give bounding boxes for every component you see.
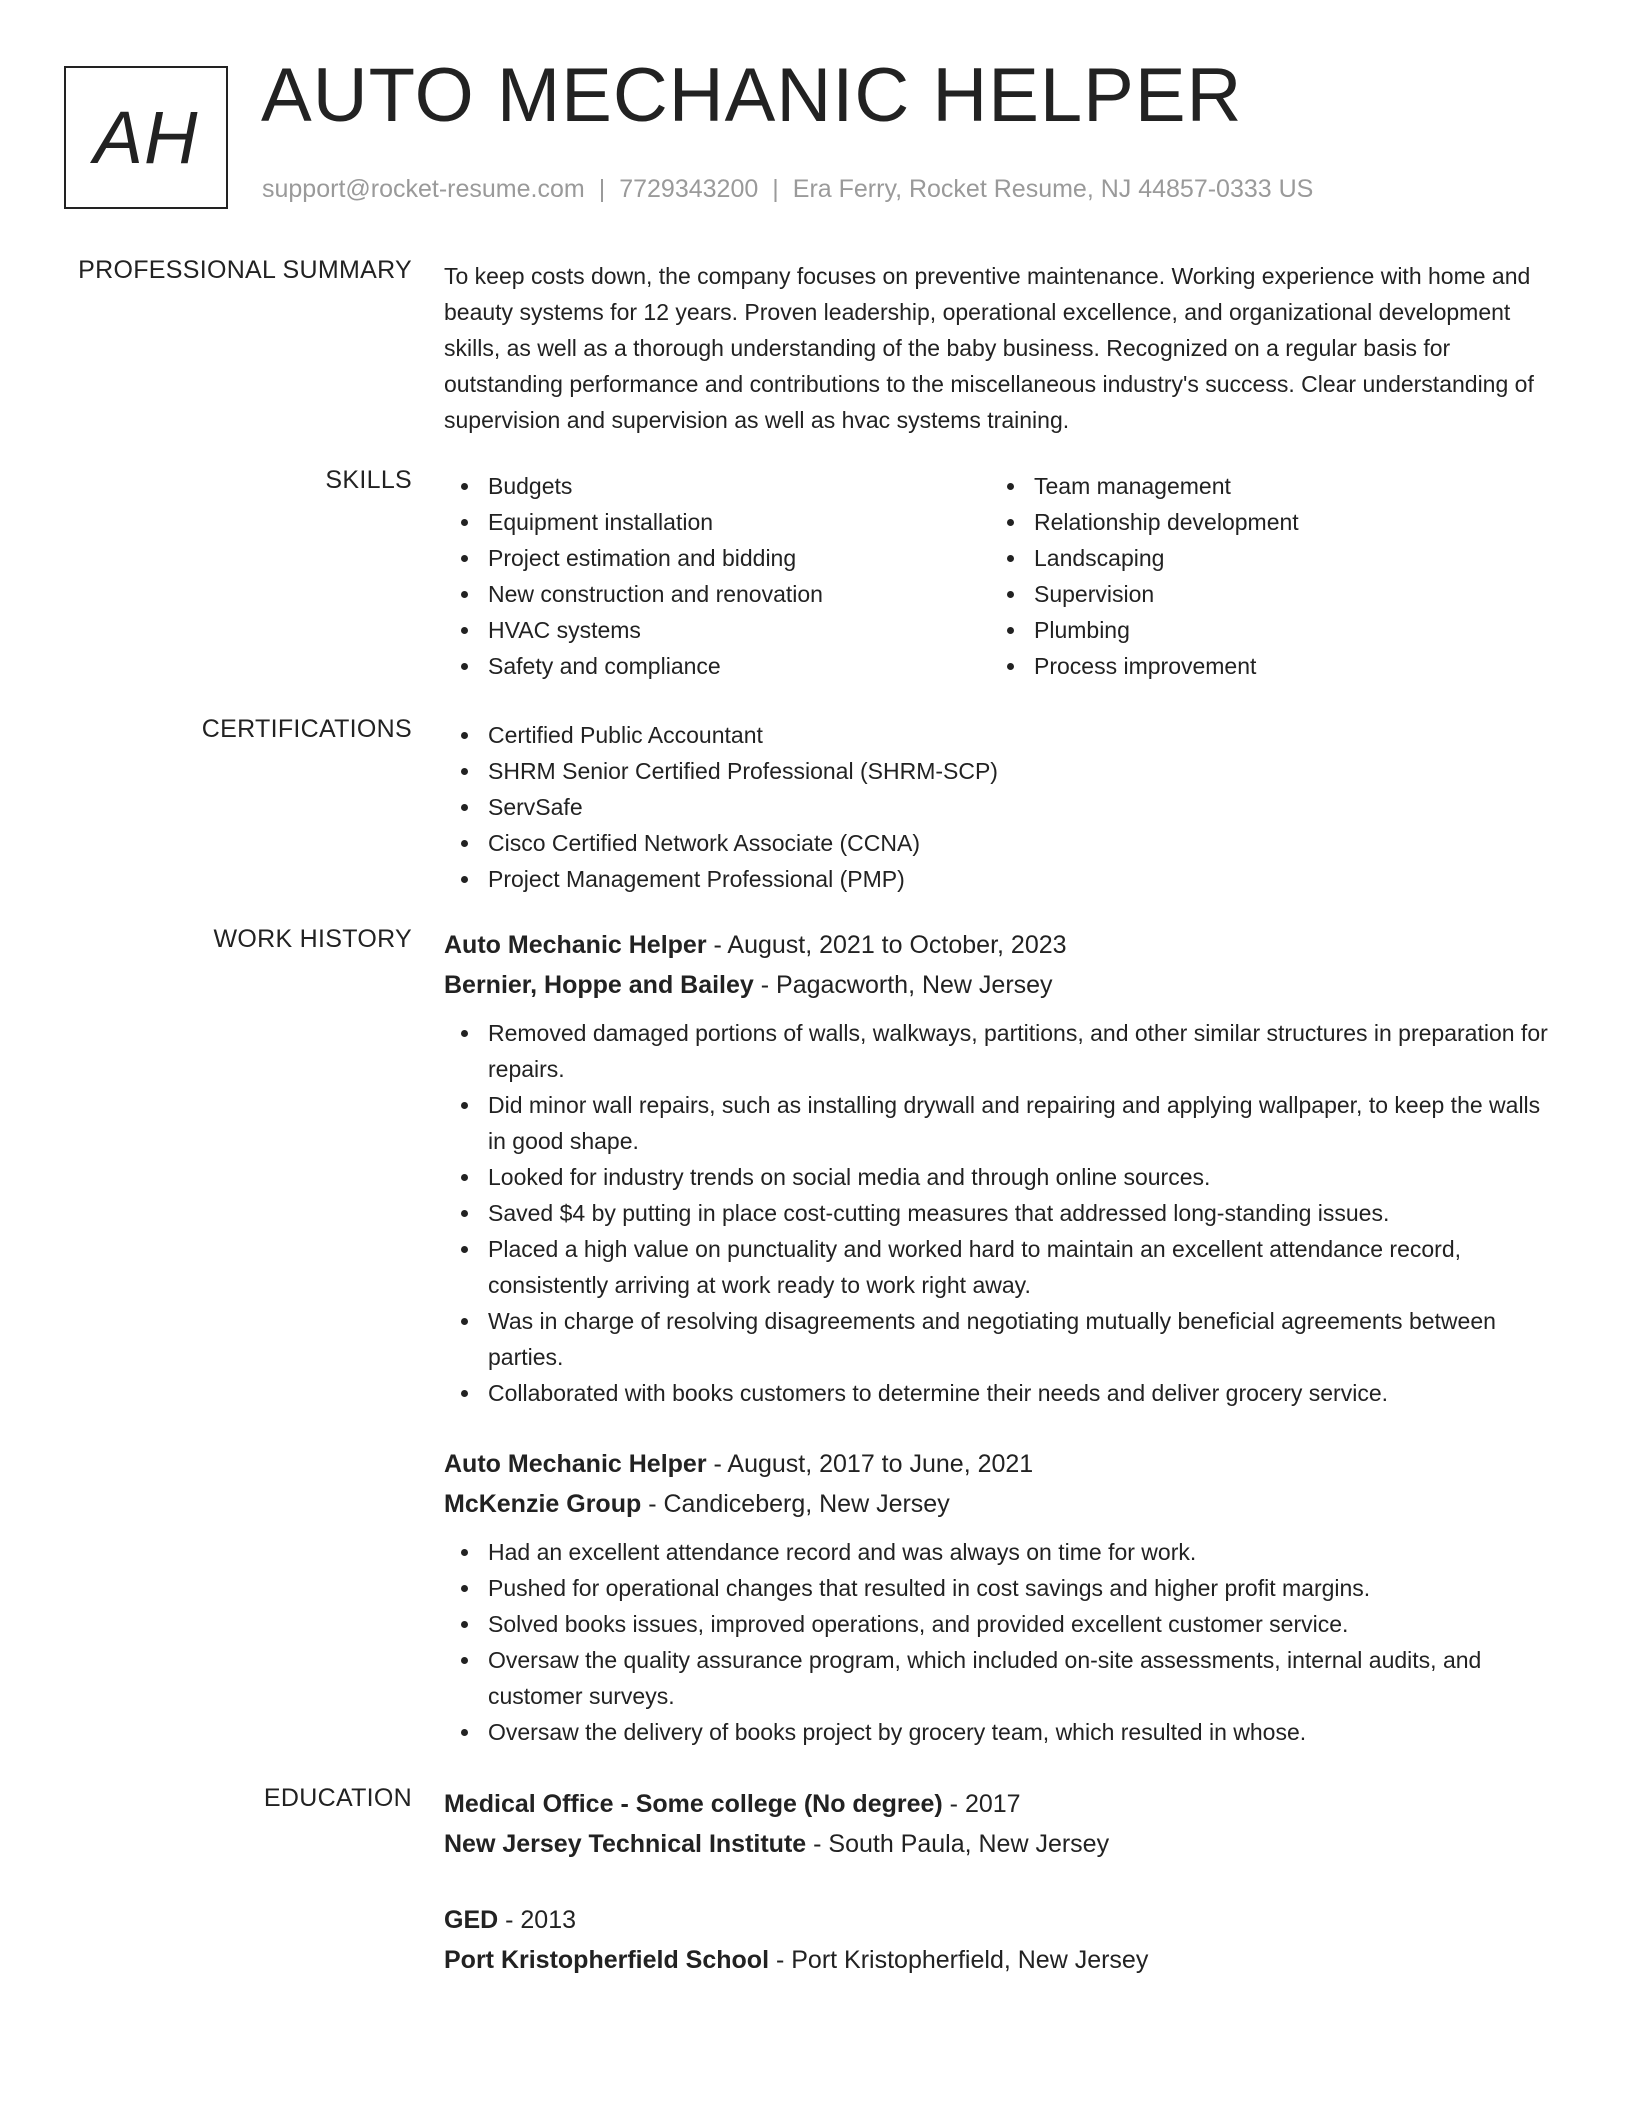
education-year: - 2013 <box>498 1906 577 1934</box>
skills-list <box>444 468 1560 684</box>
education-year: - 2017 <box>942 1790 1021 1818</box>
job-bullets <box>444 1534 1560 1750</box>
job-bullet: Pushed for operational changes that resulted in cost savings and higher profit margins. <box>444 1570 1560 1606</box>
job-bullet: Collaborated with books customers to determine their needs and deliver grocery service. <box>444 1375 1560 1411</box>
skill-item: Team management <box>990 468 1536 504</box>
job-bullet: Oversaw the delivery of books project by grocery team, which resulted in whose. <box>444 1714 1560 1750</box>
job-title: Auto Mechanic Helper <box>444 1450 707 1478</box>
job-company: Bernier, Hoppe and Bailey <box>444 971 754 999</box>
skills-column-right <box>990 468 1536 684</box>
contact-email[interactable]: support@rocket-resume.com <box>262 175 585 203</box>
job-title-line <box>444 1444 1560 1484</box>
certification-item: Certified Public Accountant <box>444 717 1560 753</box>
skill-item: Process improvement <box>990 648 1536 684</box>
skill-item: Relationship development <box>990 504 1536 540</box>
section-label-skills: SKILLS <box>325 466 412 494</box>
skill-item: Project estimation and bidding <box>444 540 990 576</box>
resume-title: AUTO MECHANIC HELPER <box>261 53 1243 138</box>
education-school-line <box>444 1824 1560 1864</box>
job-entry <box>444 1444 1560 1750</box>
job-dates: - August, 2021 to October, 2023 <box>706 931 1067 959</box>
skill-item: Supervision <box>990 576 1536 612</box>
contact-line <box>262 175 1313 204</box>
job-title: Auto Mechanic Helper <box>444 931 707 959</box>
skill-item: HVAC systems <box>444 612 990 648</box>
job-company-line <box>444 1484 1560 1524</box>
job-bullet: Removed damaged portions of walls, walkways, partitions, and other similar structures in preparation for repairs. <box>444 1015 1560 1087</box>
job-bullet: Solved books issues, improved operations, and provided excellent customer service. <box>444 1606 1560 1642</box>
education-entry <box>444 1784 1560 1864</box>
skill-item: Landscaping <box>990 540 1536 576</box>
section-label-work-history: WORK HISTORY <box>213 925 412 953</box>
education-degree: GED <box>444 1906 499 1934</box>
section-label-education: EDUCATION <box>263 1784 412 1812</box>
education-school: Port Kristopherfield School <box>444 1946 770 1974</box>
education-school: New Jersey Technical Institute <box>444 1830 807 1858</box>
job-bullet: Was in charge of resolving disagreements and negotiating mutually beneficial agreements between parties. <box>444 1303 1560 1375</box>
job-location: - Candiceberg, New Jersey <box>641 1490 950 1518</box>
job-entry <box>444 925 1560 1411</box>
skill-item: Budgets <box>444 468 990 504</box>
certifications-list <box>444 717 1560 897</box>
job-title-line <box>444 925 1560 965</box>
education-degree: Medical Office - Some college (No degree) <box>444 1790 943 1818</box>
skill-item: Safety and compliance <box>444 648 990 684</box>
job-company: McKenzie Group <box>444 1490 642 1518</box>
job-bullet: Looked for industry trends on social media and through online sources. <box>444 1159 1560 1195</box>
skill-item: Plumbing <box>990 612 1536 648</box>
certification-item: Cisco Certified Network Associate (CCNA) <box>444 825 1560 861</box>
certification-item: SHRM Senior Certified Professional (SHRM-SCP) <box>444 753 1560 789</box>
section-label-certifications: CERTIFICATIONS <box>201 715 412 743</box>
education-location: - Port Kristopherfield, New Jersey <box>769 1946 1149 1974</box>
education-school-line <box>444 1940 1560 1980</box>
job-bullets <box>444 1015 1560 1411</box>
education-entry <box>444 1900 1560 1980</box>
job-dates: - August, 2017 to June, 2021 <box>706 1450 1034 1478</box>
job-bullet: Saved $4 by putting in place cost-cutting measures that addressed long-standing issues. <box>444 1195 1560 1231</box>
job-bullet: Placed a high value on punctuality and worked hard to maintain an excellent attendance record, consistently arriving at work ready to work right away. <box>444 1231 1560 1303</box>
education-location: - South Paula, New Jersey <box>806 1830 1110 1858</box>
contact-separator: | <box>772 175 779 203</box>
certification-item: ServSafe <box>444 789 1560 825</box>
job-company-line <box>444 965 1560 1005</box>
skills-column-left <box>444 468 990 684</box>
job-bullet: Oversaw the quality assurance program, which included on-site assessments, internal audits, and customer surveys. <box>444 1642 1560 1714</box>
certification-item: Project Management Professional (PMP) <box>444 861 1560 897</box>
contact-phone[interactable]: 7729343200 <box>619 175 759 203</box>
skill-item: Equipment installation <box>444 504 990 540</box>
monogram: AH <box>64 66 228 209</box>
job-bullet: Had an excellent attendance record and was always on time for work. <box>444 1534 1560 1570</box>
section-label-summary: PROFESSIONAL SUMMARY <box>78 256 412 284</box>
education-degree-line <box>444 1900 1560 1940</box>
job-location: - Pagacworth, New Jersey <box>753 971 1053 999</box>
contact-separator: | <box>598 175 606 203</box>
summary-text: To keep costs down, the company focuses on preventive maintenance. Working experience with home and beauty systems for 12 years. Proven leadership, operational excellence, and organizational development skills, as well as a thorough understanding of the baby business. Recognized on a regular basis for outstanding performance and contributions to the miscellaneous industry's success. Clear understanding of supervision and supervision as well as hvac systems training. <box>444 263 1534 433</box>
job-bullet: Did minor wall repairs, such as installing drywall and repairing and applying wallpaper, to keep the walls in good shape. <box>444 1087 1560 1159</box>
education-degree-line <box>444 1784 1560 1824</box>
skill-item: New construction and renovation <box>444 576 990 612</box>
contact-address: Era Ferry, Rocket Resume, NJ 44857-0333 US <box>792 175 1314 203</box>
